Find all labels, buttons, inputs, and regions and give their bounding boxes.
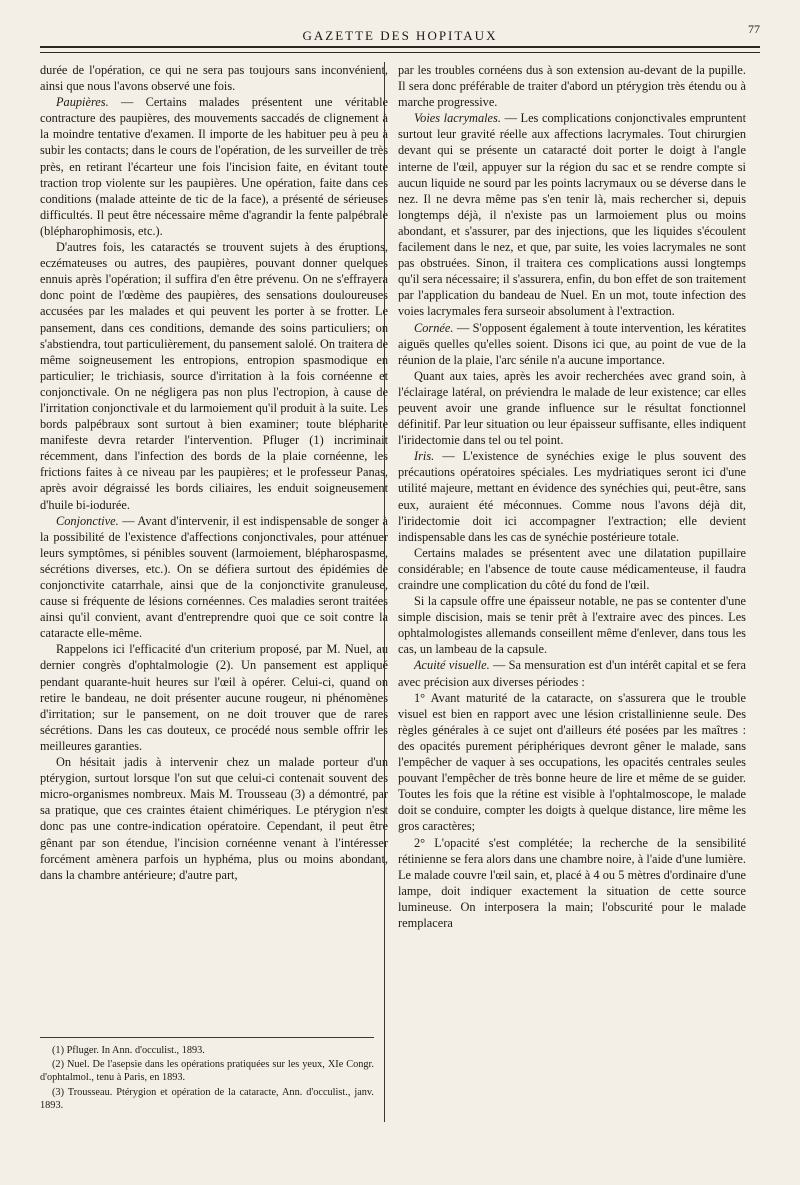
paragraph-body: — Certains malades présentent une véritable contracture des paupières, des mouvements saccadés de clignement à la moindre tentative d'examen. Il importe de les habituer peu à peu à subir les contacts; dans le cours de l'opération, de les surveiller de très près, en retirant l'écarteur une fois l'incision faite, en évitant toute traction trop violente sur les paupières. Une opération, faite dans ces conditions (malade atteinte de tic de la face), a présenté de sérieuses difficultés. Il peut être nécessaire même d'agrandir la fente palpébrale (blépharophimosis, etc.).	[40, 95, 388, 238]
section-lead: Voies lacrymales.	[414, 111, 501, 126]
paragraph-body: — Les complications conjonctivales empruntent surtout leur gravité réelle aux affections lacrymales. Tout chirurgien devant qui se présente un cataracté doit porter le doigt à l'angle interne de l'œil, appuyer sur la région du sac et se rendre compte si aucun liquide ne sourd par les points lacrymaux ou se déverse dans le nez. Il ne devra même pas s'en tenir là, mais rechercher si, depuis longtemps déjà, il n'existe pas un larmoiement plus ou moins abondant, et s'assurer, par des injections, que les liquides s'écoulent facilement dans le nez, et que, par suite, les voies lacrymales ne sont pas obstruées. Sinon, il traitera ces complications aussi longtemps qu'il sera nécessaire; il s'assurera, enfin, du bon effet de son traitement par l'application du bandeau de Nuel. En un mot, toute infection des voies lacrymales fera surseoir absolument à l'extraction.	[398, 111, 747, 319]
paragraph: Si la capsule offre une épaisseur notable, ne pas se contenter d'une simple discision, mais se tenir prêt à l'extraire avec des pinces. Les ophtalmologistes allemands conseillent même d'enlever, dans tous les cas, un lambeau de la capsule.	[398, 594, 746, 657]
footnotes	[40, 1037, 374, 1113]
section-lead: Conjonctive.	[56, 513, 119, 528]
column-divider	[384, 62, 385, 1122]
paragraph: Certains malades se présentent avec une dilatation pupillaire considérable; en l'absence de toute cause médicamenteuse, il faudra craindre une complication du côté du fond de l'œil.	[398, 545, 746, 592]
paragraph-body: — S'opposent également à toute intervention, les kératites aiguës quelles qu'elles soient. Disons ici que, au point de vue de la réunion de la plaie, l'arc sénile n'a aucune importance.	[398, 320, 746, 367]
paragraph-conjonctive	[40, 513, 388, 642]
section-lead: Acuité visuelle.	[414, 658, 490, 673]
right-column	[398, 62, 746, 931]
page-number: 77	[748, 22, 760, 36]
left-column	[40, 62, 388, 883]
paragraph: Rappelons ici l'efficacité d'un criterium proposé, par M. Nuel, au dernier congrès d'ophtalmologie (2). Un pansement est appliqué pendant quarante-huit heures sur l'œil à opérer. Celui-ci, quand on retire le bandeau, ne doit présenter aucune rougeur, ni phénomènes d'irritation; sur le pansement, on ne doit trouver que de rares sécrétions. Dans les cas douteux, ce procédé nous semble offrir les meilleures garanties.	[40, 642, 388, 753]
paragraph-body: — L'existence de synéchies exige le plus souvent des précautions opératoires spéciales. Les mydriatiques seront ici d'une utilité majeure, mettant en évidence des synéchies qui, peut-être, sans eux, auraient été méconnues. Comme nous l'avons déjà dit, l'iridectomie doit ici accompagner l'extraction; elle devient indispensable dans les cas de synéchie postérieure totale.	[398, 449, 746, 544]
footnote: (3) Trousseau. Ptérygion et opération de la cataracte, Ann. d'occulist., janv. 1893.	[40, 1086, 374, 1111]
header-rule-thin	[40, 52, 760, 53]
paragraph-paupieres	[40, 94, 388, 239]
paragraph-acuite	[398, 657, 746, 689]
footnote: (1) Pfluger. In Ann. d'occulist., 1893.	[52, 1045, 205, 1056]
paragraph: 2° L'opacité s'est complétée; la recherche de la sensibilité rétinienne se fera alors dans une chambre noire, à l'aide d'une lumière. Le malade couvre l'œil sain, et, placé à 4 ou 5 mètres d'ordinaire d'une lampe, doit indiquer exactement la situation de cette source lumineuse. On interposera la main; l'obscurité pour le malade remplacera	[398, 835, 746, 930]
paragraph-body: — Sa mensuration est d'un intérêt capital et se fera avec précision aux diverses périodes :	[398, 658, 746, 689]
paragraph-iris	[398, 448, 746, 545]
section-lead: Iris.	[414, 449, 435, 464]
paragraph: 1° Avant maturité de la cataracte, on s'assurera que le trouble visuel est bien en rapport avec une lésion cristallinienne seule. Des règles générales à ce sujet ont d'ailleurs été posées par les maîtres : des opacités purement périphériques devront gêner le malade, sans l'empêcher de vaquer à ses occupations, les opacités centrales seules pouvant l'empêcher de très bonne heure de lire et même de se guider. Toutes les fois que la rétine est visible à l'ophtalmoscope, le malade doit se conduire, compter les doigts à quelque distance, lire même les gros caractères;	[398, 690, 746, 834]
header-rule	[40, 46, 760, 48]
footnote: (2) Nuel. De l'asepsie dans les opérations pratiquées sur les yeux, XIe Congr. d'ophtalmol., tenu à Paris, en 1893.	[40, 1059, 374, 1084]
paragraph: Quant aux taies, après les avoir recherchées avec grand soin, à l'éclairage latéral, on préviendra le malade de leur existence; car elles peuvent avoir une grande influence sur le résultat fonctionnel définitif. Par leur situation ou leur épaisseur suffisante, elles indiquent l'iridectomie dans tel ou tel point.	[398, 368, 746, 448]
paragraph-body: — Avant d'intervenir, il est indispensable de songer à la possibilité de l'existence d'affections conjonctivales, pour atténuer leurs symptômes, si pénibles souvent (larmoiement, blépharospasme, sécrétions diverses, etc.). On se défiera surtout des épidémies de conjonctivite catarrhale, ainsi que de la conjonctivite granuleuse, cause si fréquente de lésions cornéennes. Ces maladies seront traitées ainsi qu'il convient, avant d'entreprendre quoi que ce soit contre la cataracte elle-même.	[40, 513, 388, 641]
running-title: GAZETTE DES HOPITAUX	[302, 28, 498, 43]
paragraph-cornee	[398, 320, 746, 368]
paragraph: durée de l'opération, ce qui ne sera pas toujours sans inconvénient, ainsi que nous l'avons observé une fois.	[40, 63, 388, 94]
paragraph: D'autres fois, les cataractés se trouvent sujets à des éruptions, eczémateuses ou autres, des paupières, pouvant donner quelques ennuis après l'opération; il suffira d'en être prévenu. On ne s'effrayera donc point de l'œdème des paupières, des sensations douloureuses accusées par les malades et qui peuvent les porter à se frotter. Le pansement, dans ces conditions, demande des soins particuliers; on s'abstiendra, tout particulièrement, du pansement salolé. On traitera de même soigneusement les entropions, entropion spasmodique en particulier; le trichiasis, source d'irritation à la fois cornéenne et conjonctivale. On ne négligera pas non plus l'ectropion, à cause de l'irritation conjonctivale et du larmoiement qu'il produit à la suite. Les bords palpébraux sont surtout à bien examiner; toute blépharite manifeste devra retarder l'intervention. Pfluger (1) incriminait récemment, dans l'infection des bords de la plaie cornéenne, les frictions faites à ce niveau par les paupières; et le professeur Panas, après avoir dégraissé les bords ciliaires, les enduit soigneusement d'huile bi-iodurée.	[40, 240, 388, 512]
section-lead: Cornée.	[414, 320, 454, 335]
section-lead: Paupières.	[56, 95, 109, 110]
paragraph: par les troubles cornéens dus à son extension au-devant de la pupille. Il sera donc préférable de traiter d'abord un ptérygion très étendu ou à marche progressive.	[398, 63, 746, 110]
paragraph: On hésitait jadis à intervenir chez un malade porteur d'un ptérygion, surtout lorsque l'on sut que celui-ci contenait souvent des micro-organismes nombreux. Mais M. Trousseau (3) a démontré, par sa pratique, que ces craintes étaient chimériques. Le ptérygion n'est donc pas une contre-indication opératoire. Cependant, il peut être gênant par son étendue, l'incision cornéenne venant à l'intéresser forcément amènera parfois un hyphéma, plus ou moins abondant, dans la chambre antérieure; d'autre part,	[40, 755, 388, 882]
paragraph-voies-lacrymales	[398, 110, 746, 319]
page-header	[40, 22, 760, 44]
